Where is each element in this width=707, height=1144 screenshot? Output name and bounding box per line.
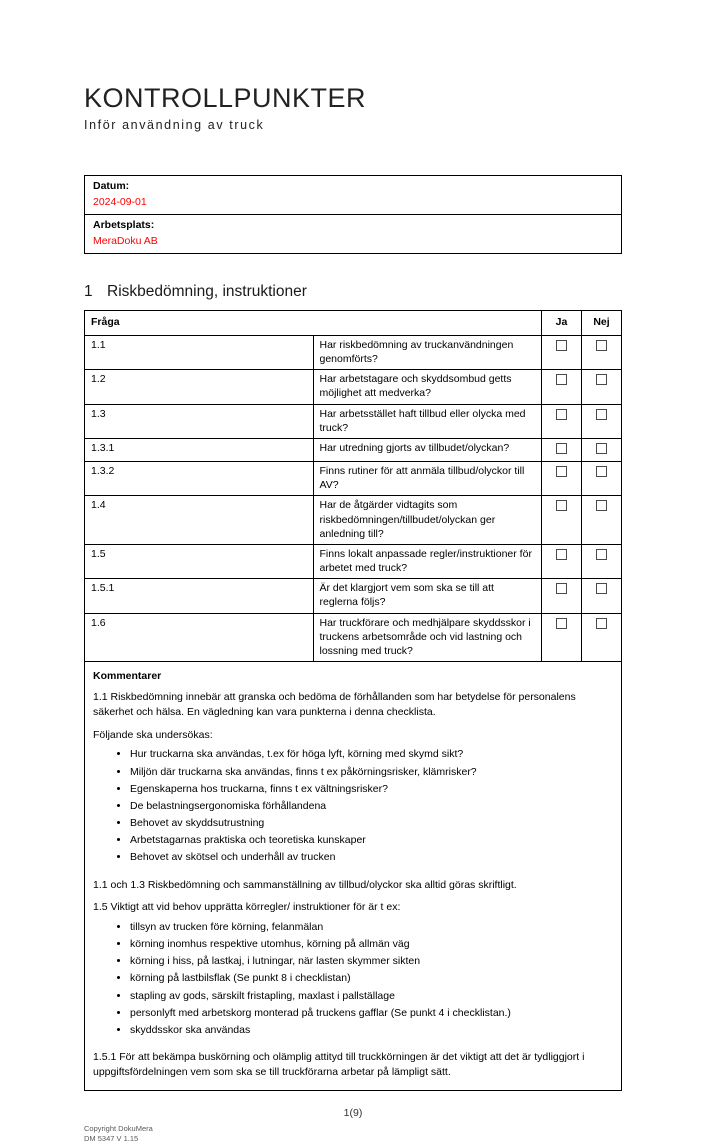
row-question: Finns rutiner för att anmäla tillbud/olyckor till AV? [313, 462, 542, 496]
row-id: 1.4 [85, 496, 314, 545]
checklist-row [85, 579, 622, 613]
bullet-item: • körning inomhus respektive utomhus, körning på allmän väg [130, 937, 613, 951]
ja-checkbox[interactable] [556, 583, 567, 594]
document-subtitle: Inför användning av truck [84, 117, 265, 132]
checklist-row [85, 613, 622, 662]
column-header-ja: Ja [542, 310, 582, 335]
bullet-item: • skyddsskor ska användas [130, 1023, 613, 1037]
bullet-item: • körning på lastbilsflak (Se punkt 8 i checklistan) [130, 971, 613, 985]
checklist-row [85, 404, 622, 438]
nej-checkbox[interactable] [596, 500, 607, 511]
bullet-item: • tillsyn av trucken före körning, felanmälan [130, 920, 613, 934]
nej-checkbox[interactable] [596, 583, 607, 594]
info-table [84, 175, 622, 254]
checklist-row [85, 462, 622, 496]
checklist-header-row [85, 310, 622, 335]
comments-heading: Kommentarer [93, 670, 162, 683]
ja-checkbox[interactable] [556, 409, 567, 420]
nej-checkbox[interactable] [596, 409, 607, 420]
row-id: 1.1 [85, 335, 314, 369]
comment-paragraph: 1.1 Riskbedömning innebär att granska och bedöma de förhållanden som har betydelse för personalens säkerhet och hälsa. En vägledning kan vara punkterna i denna checklista. [93, 691, 576, 718]
row-id: 1.3.1 [85, 438, 314, 461]
ja-checkbox[interactable] [556, 466, 567, 477]
bullet-item: • De belastningsergonomiska förhållandena [130, 799, 613, 813]
checklist-row [85, 496, 622, 545]
row-question: Har truckförare och medhjälpare skyddsskor i truckens arbetsområde och vid lastning och lossning med truck? [313, 613, 542, 662]
ja-checkbox[interactable] [556, 374, 567, 385]
bullet-item: • Hur truckarna ska användas, t.ex för höga lyft, körning med skymd sikt? [130, 747, 613, 761]
section-number: 1 [84, 282, 93, 300]
nej-checkbox[interactable] [596, 466, 607, 477]
ja-checkbox[interactable] [556, 549, 567, 560]
bullet-item: • Egenskaperna hos truckarna, finns t ex vältningsrisker? [130, 782, 613, 796]
ja-checkbox[interactable] [556, 443, 567, 454]
ja-checkbox[interactable] [556, 618, 567, 629]
arbetsplats-value: MeraDoku AB [93, 234, 158, 247]
row-id: 1.3 [85, 404, 314, 438]
footer-doc-id: DM 5347 V 1.15 [84, 1133, 139, 1143]
bullet-item: • Arbetstagarnas praktiska och teoretiska kunskaper [130, 833, 613, 847]
comments-row [85, 662, 622, 1090]
nej-checkbox[interactable] [596, 374, 607, 385]
column-header-nej: Nej [582, 310, 622, 335]
info-row-datum [85, 175, 622, 214]
comments-bullet-list-1 [93, 747, 613, 864]
arbetsplats-label: Arbetsplats: [93, 218, 155, 231]
nej-checkbox[interactable] [596, 549, 607, 560]
bullet-item: • personlyft med arbetskorg monterad på truckens gafflar (Se punkt 4 i checklistan.) [130, 1006, 613, 1020]
ja-checkbox[interactable] [556, 340, 567, 351]
bullet-item: • Behovet av skötsel och underhåll av trucken [130, 850, 613, 864]
nej-checkbox[interactable] [596, 340, 607, 351]
row-question: Är det klargjort vem som ska se till att reglerna följs? [313, 579, 542, 613]
document-footer [84, 1124, 707, 1144]
section-heading [84, 283, 622, 301]
bullet-item: • körning i hiss, på lastkaj, i lutningar, när lasten skymmer sikten [130, 954, 613, 968]
row-question: Har arbetstagare och skyddsombud getts möjlighet att medverka? [313, 370, 542, 404]
page-number: 1(9) [343, 1106, 363, 1119]
ja-checkbox[interactable] [556, 500, 567, 511]
column-header-fraga: Fråga [85, 310, 542, 335]
row-question: Finns lokalt anpassade regler/instruktioner för arbetet med truck? [313, 544, 542, 578]
row-id: 1.5 [85, 544, 314, 578]
datum-label: Datum: [93, 179, 130, 192]
comments-bullet-list-2 [93, 920, 613, 1037]
checklist-row [85, 370, 622, 404]
section-title: Riskbedömning, instruktioner [107, 282, 307, 300]
nej-checkbox[interactable] [596, 618, 607, 629]
datum-value: 2024-09-01 [93, 195, 147, 208]
checklist-table [84, 310, 622, 1091]
row-question: Har arbetsstället haft tillbud eller olycka med truck? [313, 404, 542, 438]
row-question: Har utredning gjorts av tillbudet/olyckan? [313, 438, 542, 461]
comment-paragraph: 1.5 Viktigt att vid behov upprätta körregler/ instruktioner för är t ex: [93, 901, 401, 914]
bullet-item: • Miljön där truckarna ska användas, finns t ex påkörningsrisker, klämrisker? [130, 765, 613, 779]
comment-paragraph: Följande ska undersökas: [93, 728, 213, 741]
document-title: KONTROLLPUNKTER [84, 83, 367, 113]
row-question: Har riskbedömning av truckanvändningen genomförts? [313, 335, 542, 369]
info-row-arbetsplats [85, 214, 622, 253]
footer-copyright: Copyright DokuMera [84, 1123, 153, 1133]
comment-paragraph: 1.5.1 För att bekämpa buskörning och olämplig attityd till truckkörningen är det viktigt att det är tydliggjort i uppgiftsfördelningen vem som ska se till truckförarna arbetar på lämpligt sätt. [93, 1051, 585, 1078]
nej-checkbox[interactable] [596, 443, 607, 454]
bullet-item: • Behovet av skyddsutrustning [130, 816, 613, 830]
row-id: 1.2 [85, 370, 314, 404]
checklist-row [85, 335, 622, 369]
row-id: 1.5.1 [85, 579, 314, 613]
row-id: 1.3.2 [85, 462, 314, 496]
checklist-row [85, 438, 622, 461]
bullet-item: • stapling av gods, särskilt fristapling, maxlast i pallställage [130, 989, 613, 1003]
comment-paragraph: 1.1 och 1.3 Riskbedömning och sammanställning av tillbud/olyckor ska alltid göras skriftligt. [93, 878, 517, 891]
checklist-row [85, 544, 622, 578]
row-question: Har de åtgärder vidtagits som riskbedömningen/tillbudet/olyckan ger anledning till? [313, 496, 542, 545]
row-id: 1.6 [85, 613, 314, 662]
